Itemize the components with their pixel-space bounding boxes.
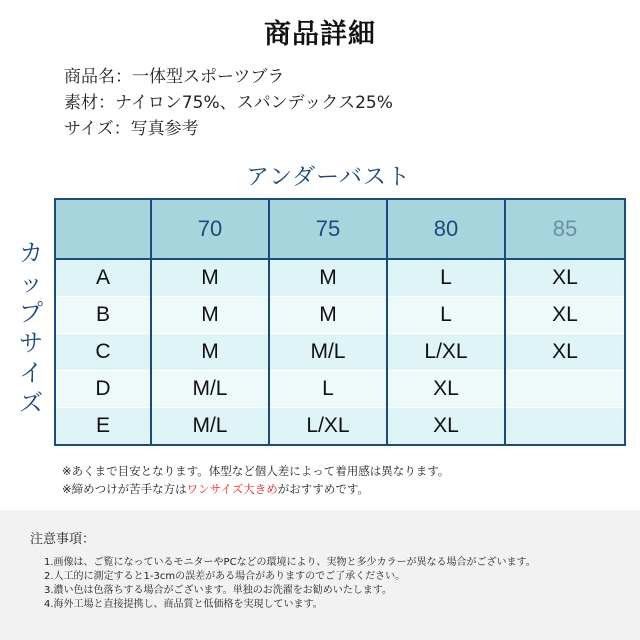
size-cell <box>505 371 625 408</box>
table-header-row <box>55 199 625 259</box>
product-name: 商品名：一体型スポーツブラ <box>64 67 285 87</box>
cup-cell: B <box>55 297 151 334</box>
note-line <box>62 480 449 498</box>
note-highlight: ワンサイズ大きめ <box>186 482 278 496</box>
size-cell: M/L <box>151 408 269 446</box>
cup-size-char: ズ <box>19 389 43 417</box>
size-cell: M <box>269 297 387 334</box>
cup-size-char: ッ <box>19 269 43 297</box>
size-cell: XL <box>505 334 625 371</box>
table-corner-cell <box>55 199 151 259</box>
size-cell <box>505 408 625 446</box>
table-row <box>55 408 625 446</box>
caution-heading: 注意事項： <box>30 532 96 547</box>
list-item: 2.人工的に測定すると1-3cmの誤差がある場合がありますのでご了承ください。 <box>44 571 406 582</box>
cup-size-char: イ <box>19 359 43 387</box>
under-bust-label: アンダーバスト <box>246 164 412 190</box>
size-chart-table <box>54 198 626 446</box>
size-cell: L <box>387 297 505 334</box>
page-title: 商品詳細 <box>264 19 376 50</box>
size-cell: M/L <box>269 334 387 371</box>
size-cell: M <box>151 259 269 297</box>
size-cell: M <box>269 259 387 297</box>
size-cell: L/XL <box>387 334 505 371</box>
list-item: 3.濃い色は色落ちする場合がございます。単独のお洗濯をお勧めいたします。 <box>44 585 392 596</box>
size-cell: M <box>151 334 269 371</box>
product-material: 素材：ナイロン75%、スパンデックス25% <box>64 93 393 113</box>
caution-section <box>0 510 640 640</box>
size-cell: XL <box>505 297 625 334</box>
size-cell: M <box>151 297 269 334</box>
cup-cell: E <box>55 408 151 446</box>
table-row <box>55 297 625 334</box>
cup-cell: D <box>55 371 151 408</box>
product-info <box>64 64 393 142</box>
size-cell: L <box>387 259 505 297</box>
table-row <box>55 259 625 297</box>
header-cell: 75 <box>269 199 387 259</box>
cup-size-char: カ <box>19 239 43 267</box>
list-item: 4.海外工場と直接提携し、商品質と低価格を実現しています。 <box>44 599 323 610</box>
size-cell: L <box>269 371 387 408</box>
size-cell: XL <box>387 408 505 446</box>
note-text: ※締めつけが苦手な方は <box>62 482 187 496</box>
cup-size-char: サ <box>19 329 43 357</box>
cup-size-char: プ <box>19 299 43 327</box>
size-cell: XL <box>387 371 505 408</box>
list-item: 1.画像は、ご覧になっているモニターやPCなどの環境により、実物と多少カラーが異なる場合がございます。 <box>44 557 536 568</box>
note-line: ※あくまで目安となります。体型など個人差によって着用感は異なります。 <box>62 464 450 478</box>
size-cell: XL <box>505 259 625 297</box>
header-cell: 80 <box>387 199 505 259</box>
table-row <box>55 371 625 408</box>
header-cell: 85 <box>505 199 625 259</box>
table-row <box>55 334 625 371</box>
note-text: がおすすめです。 <box>277 482 369 496</box>
header-cell: 70 <box>151 199 269 259</box>
cup-cell: A <box>55 259 151 297</box>
product-size: サイズ：写真参考 <box>64 119 199 139</box>
size-cell: L/XL <box>269 408 387 446</box>
cup-size-label <box>16 238 46 418</box>
size-notes <box>62 462 449 498</box>
cup-cell: C <box>55 334 151 371</box>
caution-list <box>44 556 536 612</box>
size-cell: M/L <box>151 371 269 408</box>
